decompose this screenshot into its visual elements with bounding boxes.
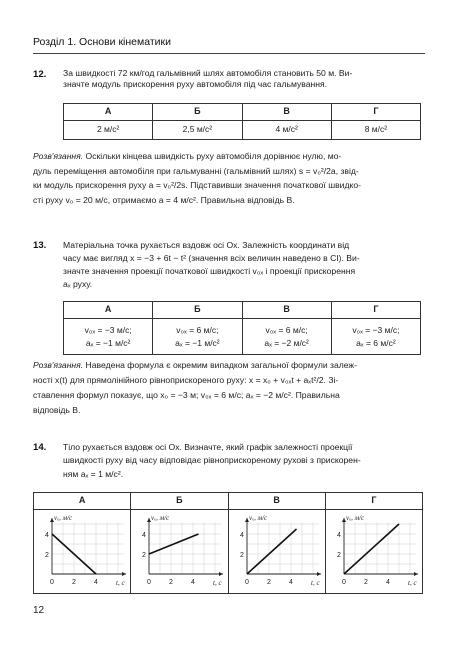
velocity-line bbox=[344, 524, 399, 574]
problem-13-line: aₓ руху. bbox=[63, 278, 93, 289]
problem-12-line: значте модуль прискорення руху автомобіля під час гальмування. bbox=[63, 79, 328, 90]
answer-cell-c: v₀ₓ = 6 м/с; aₓ = −2 м/с² bbox=[242, 319, 331, 355]
y-axis-label: vₓ, м/с bbox=[345, 514, 364, 522]
velocity-line bbox=[247, 529, 297, 574]
answer-cell-b: v₀ₓ = 6 м/с; aₓ = −1 м/с² bbox=[153, 319, 242, 355]
problem-12-number: 12. bbox=[33, 69, 47, 80]
answer-header-a: А bbox=[64, 302, 153, 319]
y-tick-label: 2 bbox=[239, 552, 244, 559]
solution-line: сті руху v₀ = 20 м/с, отримаємо a = 4 м/с². Правильна відповідь В. bbox=[33, 194, 295, 205]
problem-13-solution bbox=[33, 358, 423, 418]
answer-header-b: Б bbox=[131, 493, 228, 510]
answer-header-c: В bbox=[242, 302, 331, 319]
problem-12-answer-table bbox=[63, 103, 421, 140]
problem-12-line: За швидкості 72 км/год гальмівний шлях автомобіля становить 50 м. Ви- bbox=[63, 68, 353, 78]
problem-13-text bbox=[63, 239, 421, 291]
solution-line: ставлення формул показує, що x₀ = −3 м; v₀ₓ = 6 м/с; aₓ = −2 м/с². Правильна bbox=[33, 390, 340, 401]
answer-cell-d: v₀ₓ = −3 м/с; aₓ = 6 м/с² bbox=[331, 319, 420, 355]
y-axis-label: vₓ, м/с bbox=[151, 514, 170, 522]
x-tick-label: 2 bbox=[72, 579, 76, 586]
y-tick-label: 2 bbox=[336, 552, 341, 559]
velocity-time-graph-b bbox=[133, 512, 226, 588]
solution-line: дуль переміщення автомобіля при гальмуванні (гальмівний шлях) s = v₀²/2a, звід- bbox=[33, 165, 359, 176]
y-tick-label: 4 bbox=[239, 532, 244, 539]
x-tick-label: 0 bbox=[341, 579, 346, 586]
page-number: 12 bbox=[33, 605, 45, 616]
x-tick-label: 2 bbox=[266, 579, 271, 586]
problem-13-number: 13. bbox=[33, 240, 47, 251]
solution-label: Розв'язання. bbox=[33, 151, 84, 161]
solution-line: відповідь В. bbox=[33, 405, 81, 416]
solution-line: ності x(t) для прямолінійного рівноприскореного руху: x = x₀ + v₀ₓt + aₓt²/2. Зі- bbox=[33, 375, 339, 386]
answer-header-a: А bbox=[34, 493, 131, 510]
answer-header-a: А bbox=[64, 104, 153, 121]
x-tick-label: 0 bbox=[50, 579, 54, 586]
answer-header-c: В bbox=[228, 493, 325, 510]
t-axis-arrow bbox=[317, 572, 321, 576]
problem-14-line: ням aₓ = 1 м/с². bbox=[63, 468, 124, 479]
problem-12-text bbox=[63, 68, 421, 91]
t-axis-arrow bbox=[414, 572, 418, 576]
x-tick-label: 4 bbox=[191, 579, 196, 586]
graph-cell-b bbox=[131, 510, 228, 594]
answer-cell-c: 4 м/с² bbox=[242, 121, 331, 140]
velocity-time-graph-d bbox=[328, 512, 421, 588]
answer-cell-a: 2 м/с² bbox=[64, 121, 153, 140]
problem-14-graph-table bbox=[33, 492, 423, 594]
y-tick-label: 2 bbox=[142, 552, 147, 559]
x-tick-label: 2 bbox=[169, 579, 174, 586]
x-tick-label: 2 bbox=[363, 579, 368, 586]
graph-cell-c bbox=[228, 510, 325, 594]
answer-cell-b: 2,5 м/с² bbox=[153, 121, 242, 140]
answer-cell-d: 8 м/с² bbox=[331, 121, 420, 140]
y-tick-label: 2 bbox=[45, 552, 49, 559]
x-tick-label: 0 bbox=[244, 579, 249, 586]
solution-line: ки модуль прискорення руху a = v₀²/2s. Підставивши значення початкової швидко- bbox=[33, 180, 361, 191]
y-axis-label: vₓ, м/с bbox=[248, 514, 267, 522]
problem-13-answer-table bbox=[63, 301, 421, 355]
y-tick-label: 4 bbox=[142, 532, 147, 539]
graph-cell-d bbox=[325, 510, 422, 594]
x-tick-label: 4 bbox=[288, 579, 293, 586]
solution-label: Розв'язання. bbox=[33, 360, 84, 370]
section-title: Розділ 1. Основи кінематики bbox=[33, 36, 171, 48]
problem-14-number: 14. bbox=[33, 442, 47, 453]
solution-line: Оскільки кінцева швидкість руху автомобіля дорівнює нулю, мо- bbox=[83, 151, 342, 161]
x-tick-label: 4 bbox=[385, 579, 390, 586]
x-tick-label: 4 bbox=[94, 579, 98, 586]
x-axis-label: t, с bbox=[213, 579, 222, 587]
answer-header-d: Г bbox=[325, 493, 422, 510]
problem-13-line: часу має вигляд x = −3 + 6t − t² (значення всіх величин наведено в СІ). Ви- bbox=[63, 252, 360, 263]
x-axis-label: t, с bbox=[310, 579, 320, 587]
problem-13-line: Матеріальна точка рухається вздовж осі Ox. Залежність координати від bbox=[63, 240, 350, 250]
answer-cell-a: v₀ₓ = −3 м/с; aₓ = −1 м/с² bbox=[64, 319, 153, 355]
graph-cell-a bbox=[34, 510, 131, 594]
answer-header-b: Б bbox=[153, 302, 242, 319]
t-axis-arrow bbox=[219, 572, 223, 576]
velocity-time-graph-a bbox=[36, 512, 129, 588]
problem-13-line: значте значення проекції початкової швидкості v₀ₓ і проекції прискорення bbox=[63, 265, 356, 276]
x-axis-label: t, с bbox=[116, 579, 125, 587]
y-axis-label: vₓ, м/с bbox=[54, 514, 73, 522]
answer-header-d: Г bbox=[331, 302, 420, 319]
answer-header-b: Б bbox=[153, 104, 242, 121]
problem-12-solution bbox=[33, 149, 423, 207]
solution-line: Наведена формула є окремим випадком загальної формули залеж- bbox=[83, 360, 358, 370]
x-axis-label: t, с bbox=[407, 579, 417, 587]
page-header bbox=[33, 36, 425, 54]
t-axis-arrow bbox=[122, 572, 126, 576]
y-tick-label: 4 bbox=[336, 532, 341, 539]
problem-14-line: Тіло рухається вздовж осі Ox. Визначте, який графік залежності проекції bbox=[63, 442, 353, 452]
problem-14-line: швидкості руху від часу відповідає рівноприскореному руховi з прискорен- bbox=[63, 455, 361, 466]
answer-header-d: Г bbox=[331, 104, 420, 121]
answer-header-c: В bbox=[242, 104, 331, 121]
x-tick-label: 0 bbox=[147, 579, 152, 586]
problem-14-text bbox=[63, 441, 421, 481]
y-tick-label: 4 bbox=[45, 532, 49, 539]
velocity-time-graph-c bbox=[231, 512, 324, 588]
